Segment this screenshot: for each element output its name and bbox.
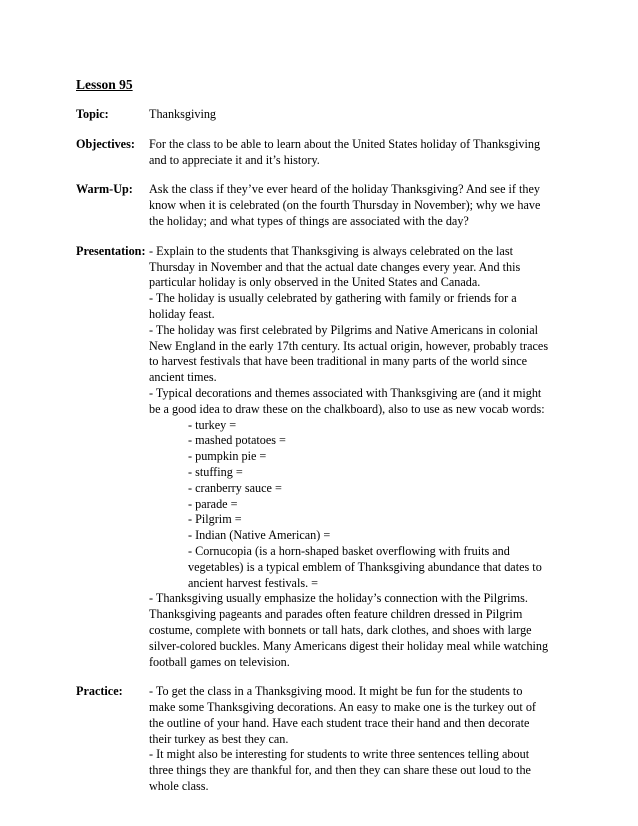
text-line: Thursday in November and that the actual date changes every year. And this (149, 259, 521, 274)
text-line: - Typical decorations and themes associated with Thanksgiving are (and it might (149, 385, 542, 400)
text-line: whole class. (149, 779, 209, 794)
text-line: - The holiday was first celebrated by Pilgrims and Native Americans in colonial (149, 322, 538, 337)
text-line: - The holiday is usually celebrated by gathering with family or friends for a (149, 291, 517, 306)
objectives-text (149, 137, 576, 169)
objectives-section (76, 137, 576, 169)
text-line: costume, complete with bonnets or tall hats, dark clothes, and shoes with large (149, 622, 532, 637)
text-line: to harvest festivals that have been traditional in many parts of the world since (149, 354, 528, 369)
vocab-item: - turkey = (188, 417, 237, 432)
text-line: be a good idea to draw these on the chalkboard), also to use as new vocab words: (149, 401, 545, 416)
text-line: particular holiday is only observed in the United States and Canada. (149, 275, 481, 290)
text-line: make some Thanksgiving decorations. An easy to make one is the turkey out of (149, 700, 536, 715)
text-line: holiday feast. (149, 306, 215, 321)
text-line: and to appreciate it and it’s history. (149, 152, 320, 167)
vocab-item-continued: vegetables) is a typical emblem of Thanksgiving abundance that dates to (188, 559, 542, 574)
vocab-item: - Indian (Native American) = (188, 528, 331, 543)
vocab-list (149, 418, 576, 592)
vocab-item: - stuffing = (188, 464, 243, 479)
vocab-item: - parade = (188, 496, 238, 511)
presentation-text (149, 244, 576, 671)
vocab-item: - mashed potatoes = (188, 433, 286, 448)
vocab-item-continued: ancient harvest festivals. = (188, 575, 319, 590)
text-line: For the class to be able to learn about the United States holiday of Thanksgiving (149, 136, 541, 151)
practice-text (149, 684, 576, 795)
objectives-label: Objectives: (76, 136, 135, 151)
text-line: their turkey as best they can. (149, 731, 289, 746)
vocab-item: - cranberry sauce = (188, 480, 282, 495)
topic-label: Topic: (76, 107, 109, 121)
document-page (76, 76, 576, 809)
warmup-text (149, 182, 576, 229)
lesson-title: Lesson 95 (76, 77, 133, 92)
topic-line: Thanksgiving (149, 107, 217, 121)
topic-section (76, 107, 576, 123)
topic-text (149, 107, 576, 123)
warmup-section (76, 182, 576, 229)
text-line: - Explain to the students that Thanksgiving is always celebrated on the last (149, 243, 513, 258)
text-line: Thanksgiving pageants and parades often feature children dressed in Pilgrim (149, 607, 523, 622)
text-line: the outline of your hand. Have each student trace their hand and then decorate (149, 715, 530, 730)
presentation-section (76, 244, 576, 671)
text-line: ancient times. (149, 370, 217, 385)
text-line: three things they are thankful for, and then they can share these out loud to the (149, 763, 531, 778)
presentation-label: Presentation: (76, 243, 146, 258)
text-line: silver-colored buckles. Many Americans digest their holiday meal while watching (149, 638, 549, 653)
text-line: - To get the class in a Thanksgiving mood. It might be fun for the students to (149, 684, 523, 699)
text-line: know when it is celebrated (on the fourth Thursday in November); why we have (149, 198, 541, 213)
practice-section (76, 684, 576, 795)
practice-label: Practice: (76, 684, 123, 699)
vocab-item: - Pilgrim = (188, 512, 242, 527)
warmup-label: Warm-Up: (76, 182, 133, 197)
text-line: the holiday; and what types of things are associated with the day? (149, 213, 469, 228)
text-line: - It might also be interesting for students to write three sentences telling about (149, 747, 530, 762)
text-line: - Thanksgiving usually emphasize the holiday’s connection with the Pilgrims. (149, 591, 528, 606)
text-line: Ask the class if they’ve ever heard of the holiday Thanksgiving? And see if they (149, 182, 541, 197)
text-line: New England in the early 17th century. Its actual origin, however, probably traces (149, 338, 549, 353)
vocab-item: - pumpkin pie = (188, 449, 267, 464)
text-line: football games on television. (149, 654, 290, 669)
vocab-item: - Cornucopia (is a horn-shaped basket overflowing with fruits and (188, 543, 510, 558)
